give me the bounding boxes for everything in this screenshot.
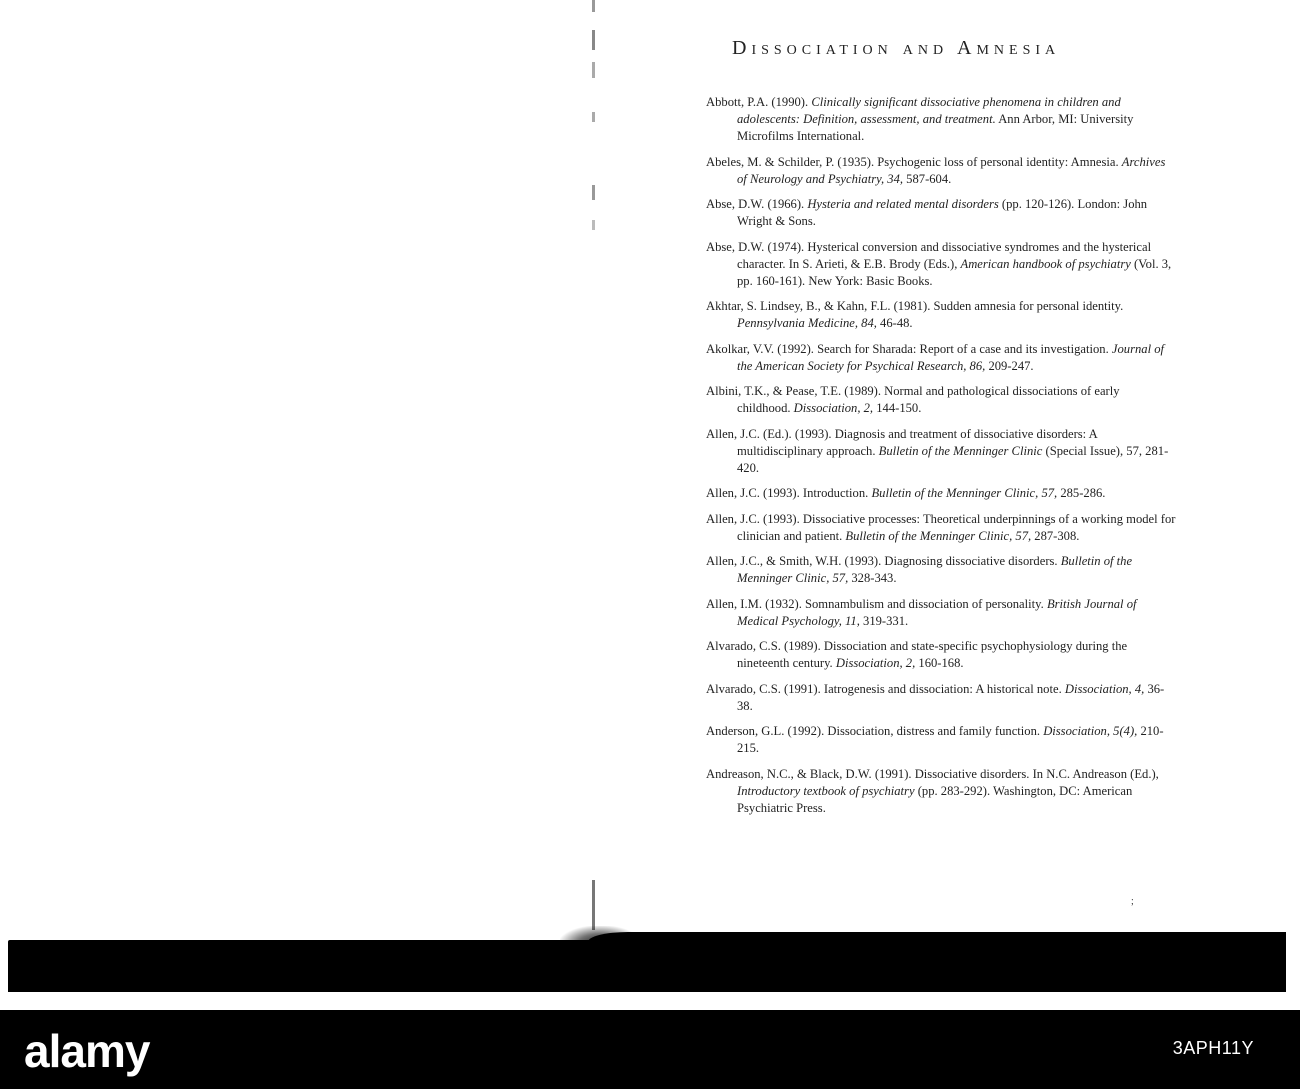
reference-entry bbox=[706, 154, 1176, 188]
reference-entry bbox=[706, 341, 1176, 375]
reference-entry bbox=[706, 426, 1176, 477]
reference-title: Clinically significant dissociative phenomena in children and adolescents: Definition, assessment, and treatment. bbox=[737, 95, 1121, 126]
reference-lead: Allen, J.C., & Smith, W.H. (1993). Diagnosing dissociative disorders. bbox=[706, 554, 1061, 568]
reference-lead: Abse, D.W. (1974). Hysterical conversion and dissociative syndromes and the hysterical character. In S. Arieti, & E.B. Brody (Eds.), bbox=[706, 239, 1152, 271]
reference-tail: 210-215. bbox=[737, 724, 1164, 755]
reference-title: Dissociation, 5(4), bbox=[1043, 724, 1138, 738]
reference-lead: Allen, J.C. (Ed.). (1993). Diagnosis and treatment of dissociative disorders: A multidisciplinary approach. bbox=[706, 426, 1098, 458]
reference-title: American handbook of psychiatry bbox=[960, 256, 1131, 271]
reference-entry bbox=[706, 383, 1176, 417]
reference-list bbox=[706, 94, 1176, 825]
reference-lead: Akolkar, V.V. (1992). Search for Sharada: Report of a case and its investigation. bbox=[706, 341, 1112, 356]
reference-title: Bulletin of the Menninger Clinic bbox=[878, 443, 1043, 458]
reference-lead: Anderson, G.L. (1992). Dissociation, distress and family function. bbox=[706, 724, 1044, 738]
reference-lead: Akhtar, S. Lindsey, B., & Kahn, F.L. (1981). Sudden amnesia for personal identity. bbox=[706, 299, 1124, 313]
reference-title: Bulletin of the Menninger Clinic, 57, bbox=[871, 486, 1058, 500]
reference-tail: 319-331. bbox=[859, 613, 909, 628]
reference-tail: 287-308. bbox=[1031, 528, 1080, 543]
reference-lead: Allen, I.M. (1932). Somnambulism and dissociation of personality. bbox=[706, 596, 1047, 611]
reference-entry bbox=[706, 638, 1176, 672]
reference-entry bbox=[706, 239, 1176, 290]
reference-title: Pennsylvania Medicine, 84, bbox=[737, 316, 877, 330]
reference-tail: (Vol. 3, pp. 160-161). New York: Basic Books. bbox=[737, 256, 1172, 288]
reference-tail: 160-168. bbox=[915, 656, 964, 670]
reference-entry bbox=[706, 596, 1176, 630]
reference-lead: Abse, D.W. (1966). bbox=[706, 197, 808, 211]
reference-lead: Abeles, M. & Schilder, P. (1935). Psychogenic loss of personal identity: Amnesia. bbox=[706, 154, 1122, 169]
stock-footer bbox=[0, 1010, 1300, 1089]
reference-lead: Albini, T.K., & Pease, T.E. (1989). Normal and pathological dissociations of early childhood. bbox=[706, 384, 1120, 415]
reference-entry bbox=[706, 723, 1176, 757]
reference-lead: Andreason, N.C., & Black, D.W. (1991). Dissociative disorders. In N.C. Andreason (Ed.), bbox=[706, 766, 1159, 781]
reference-entry bbox=[706, 553, 1176, 587]
reference-lead: Allen, J.C. (1993). Introduction. bbox=[706, 486, 872, 500]
image-id: 3APH11Y bbox=[1172, 1038, 1254, 1058]
reference-tail: 36-38. bbox=[737, 681, 1165, 713]
alamy-logo: alamy bbox=[24, 1025, 150, 1077]
reference-tail: 209-247. bbox=[985, 358, 1034, 373]
reference-lead: Alvarado, C.S. (1989). Dissociation and state-specific psychophysiology during the nineteenth century. bbox=[706, 639, 1128, 670]
reference-tail: (pp. 120-126). London: John Wright & Sons. bbox=[737, 197, 1148, 228]
reference-title: Dissociation, 2, bbox=[835, 656, 916, 670]
reference-title: Journal of the American Society for Psychical Research, 86, bbox=[737, 341, 1165, 373]
reference-tail: 587-604. bbox=[903, 171, 952, 186]
reference-entry bbox=[706, 298, 1176, 332]
scan-shadow-band bbox=[8, 940, 1286, 992]
reference-title: Hysteria and related mental disorders bbox=[807, 197, 999, 211]
reference-entry bbox=[706, 511, 1176, 545]
reference-title: Bulletin of the Menninger Clinic, 57, bbox=[737, 554, 1133, 585]
reference-tail: 144-150. bbox=[873, 401, 922, 415]
reference-entry bbox=[706, 766, 1176, 817]
reference-lead: Abbott, P.A. (1990). bbox=[706, 95, 812, 109]
reference-entry bbox=[706, 94, 1176, 145]
reference-title: Dissociation, 2, bbox=[793, 401, 874, 415]
reference-title: Dissociation, 4, bbox=[1064, 681, 1145, 696]
reference-tail: (Special Issue), 57, 281-420. bbox=[737, 443, 1169, 475]
reference-lead: Allen, J.C. (1993). Dissociative processes: Theoretical underpinnings of a working model for clinician and patient. bbox=[706, 511, 1176, 543]
reference-title: Bulletin of the Menninger Clinic, 57, bbox=[845, 528, 1032, 543]
reference-lead: Alvarado, C.S. (1991). Iatrogenesis and dissociation: A historical note. bbox=[706, 681, 1065, 696]
reference-tail: 285-286. bbox=[1057, 486, 1106, 500]
right-margin bbox=[1286, 0, 1300, 1010]
stray-mark: ; bbox=[1131, 896, 1134, 907]
reference-entry bbox=[706, 681, 1176, 715]
reference-title: Archives of Neurology and Psychiatry, 34, bbox=[737, 154, 1166, 186]
reference-title: Introductory textbook of psychiatry bbox=[737, 783, 915, 798]
page-gutter bbox=[592, 0, 595, 930]
reference-tail: 46-48. bbox=[876, 316, 913, 330]
reference-tail: 328-343. bbox=[848, 571, 897, 585]
reference-tail: Ann Arbor, MI: University Microfilms International. bbox=[737, 112, 1134, 143]
reference-title: British Journal of Medical Psychology, 11, bbox=[737, 596, 1137, 628]
reference-entry bbox=[706, 196, 1176, 230]
page-header: Dissociation and Amnesia bbox=[732, 37, 1061, 59]
left-page-blank bbox=[0, 0, 592, 940]
reference-tail: (pp. 283-292). Washington, DC: American Psychiatric Press. bbox=[737, 783, 1133, 815]
reference-entry bbox=[706, 485, 1176, 502]
